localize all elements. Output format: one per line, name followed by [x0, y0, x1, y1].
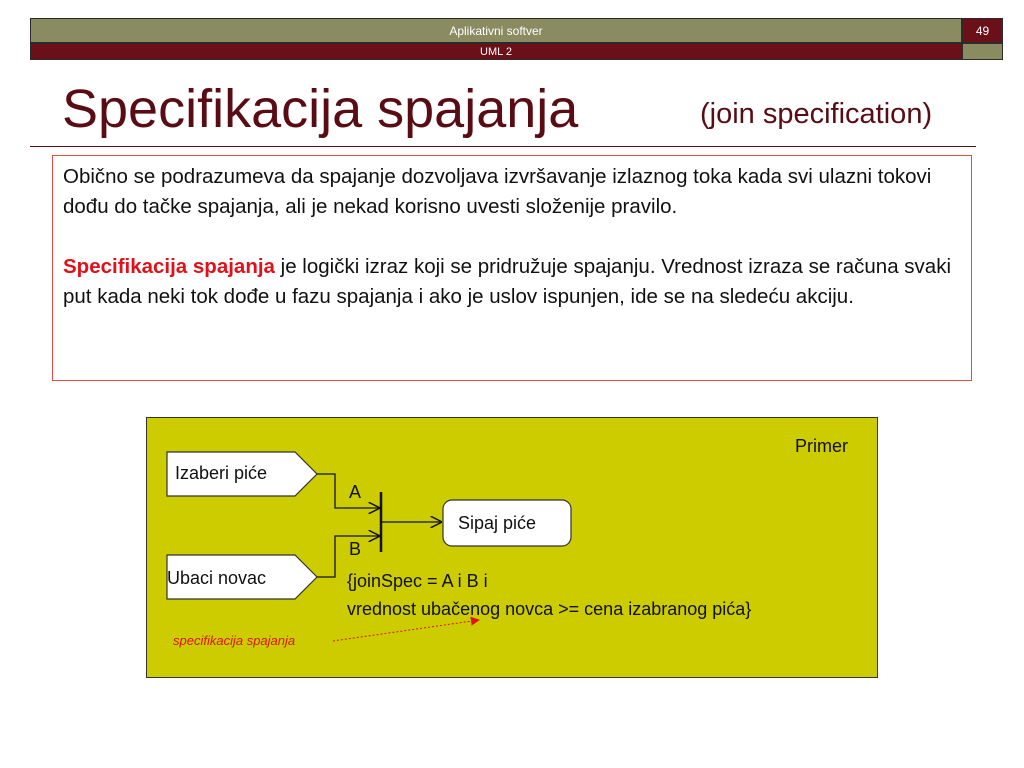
insert-money-label: Ubaci novac [167, 568, 267, 588]
pour-drink-label: Sipaj piće [458, 513, 537, 533]
course-title-bar [30, 18, 962, 43]
example-label: Primer [795, 436, 848, 456]
join-spec-line-1: {joinSpec = A i B i [347, 571, 488, 591]
flow-a-edge [317, 474, 379, 508]
section-bar [30, 43, 962, 60]
join-diagram [146, 417, 878, 678]
annotation-pointer [333, 620, 479, 641]
paragraph-2 [63, 252, 961, 312]
section-bar-end [962, 43, 1003, 60]
section-label: UML 2 [480, 45, 512, 58]
slide-subtitle: (join specification) [700, 98, 933, 130]
select-drink-label: Izaberi piće [175, 463, 268, 483]
highlighted-term: Specifikacija spajanja [63, 255, 275, 278]
edge-b-label: B [349, 539, 362, 559]
title-divider [30, 146, 976, 147]
paragraph-2-text: je logički izraz koji se pridružuje spajanju. Vrednost izraza se računa svaki put kada neki tok dođe u fazu spajanja i ako je uslov ispunjen, ide se na sledeću akciju. [63, 255, 952, 308]
slide-title: Specifikacija spajanja [62, 79, 579, 139]
annotation-label: specifikacija spajanja [173, 633, 296, 648]
definition-textbox [52, 155, 972, 381]
slide-number-box [962, 18, 1003, 43]
edge-a-label: A [349, 482, 362, 502]
slide-number: 49 [975, 23, 990, 38]
paragraph-1: Obično se podrazumeva da spajanje dozvoljava izvršavanje izlaznog toka kada svi ulazni tokovi dođu do tačke spajanja, ali je nekad korisno uvesti složenije pravilo. [63, 165, 932, 218]
course-title: Aplikativni softver [449, 23, 543, 38]
join-spec-line-2: vrednost ubačenog novca >= cena izabranog pića} [347, 599, 752, 619]
